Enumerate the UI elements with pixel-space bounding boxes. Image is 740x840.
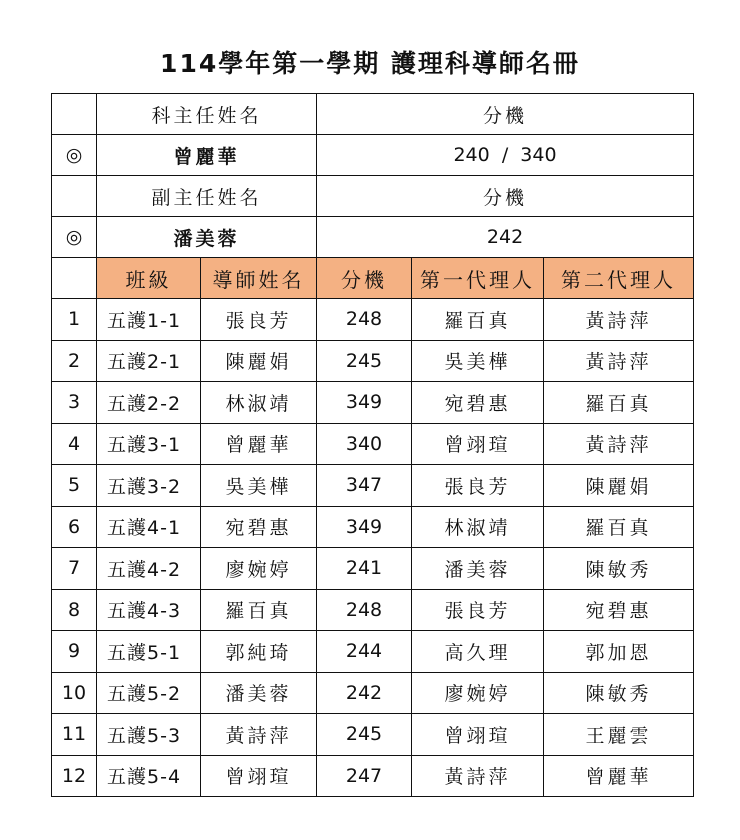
- second-agent: 黃詩萍: [544, 423, 694, 465]
- column-header-row: [52, 258, 694, 299]
- class-prefix: 五護: [107, 724, 148, 747]
- table-row: [52, 672, 694, 714]
- mentor-name: 張良芳: [201, 299, 317, 341]
- director-extension: 240 / 340: [317, 135, 694, 176]
- mentor-extension: 244: [317, 631, 412, 673]
- column-header-extension: 分機: [317, 258, 412, 299]
- row-number: 10: [52, 672, 97, 714]
- first-agent: 張良芳: [412, 465, 544, 507]
- row-number: 5: [52, 465, 97, 507]
- mentor-extension: 349: [317, 382, 412, 424]
- table-row: [52, 382, 694, 424]
- class-number: 3-2: [147, 475, 182, 498]
- second-agent: 羅百真: [544, 382, 694, 424]
- class-prefix: 五護: [107, 392, 148, 415]
- page-title: 114學年第一學期 護理科導師名冊: [160, 49, 580, 78]
- row-number: 11: [52, 714, 97, 756]
- column-header-second-agent: 第二代理人: [544, 258, 694, 299]
- class-number: 4-2: [147, 558, 182, 581]
- first-agent: 羅百真: [412, 299, 544, 341]
- class-prefix: 五護: [107, 641, 148, 664]
- table-row: [52, 755, 694, 797]
- mentor-extension: 247: [317, 755, 412, 797]
- table-row: [52, 506, 694, 548]
- table-row: [52, 548, 694, 590]
- class-name: [97, 423, 201, 465]
- row-number: 12: [52, 755, 97, 797]
- column-header-mentor: 導師姓名: [201, 258, 317, 299]
- first-agent: 宛碧惠: [412, 382, 544, 424]
- class-prefix: 五護: [107, 766, 148, 789]
- director-name: 曾麗華: [97, 135, 317, 176]
- mentor-name: 郭純琦: [201, 631, 317, 673]
- director-label: 科主任姓名: [97, 94, 317, 135]
- class-number: 4-1: [147, 517, 182, 540]
- class-name: [97, 506, 201, 548]
- class-name: [97, 465, 201, 507]
- class-prefix: 五護: [107, 309, 148, 332]
- mentor-name: 黃詩萍: [201, 714, 317, 756]
- mentor-extension: 241: [317, 548, 412, 590]
- deputy-name: 潘美蓉: [97, 217, 317, 258]
- mentor-name: 宛碧惠: [201, 506, 317, 548]
- row-number: 7: [52, 548, 97, 590]
- mentor-roster-table: [51, 93, 694, 797]
- second-agent: 黃詩萍: [544, 340, 694, 382]
- class-prefix: 五護: [107, 351, 148, 374]
- deputy-extension: 242: [317, 217, 694, 258]
- director-extension-label: 分機: [317, 94, 694, 135]
- double-circle-mark: ◎: [52, 135, 97, 176]
- mentor-name: 吳美樺: [201, 465, 317, 507]
- director-row: [52, 135, 694, 176]
- class-name: [97, 382, 201, 424]
- blank-cell: [52, 94, 97, 135]
- blank-cell: [52, 176, 97, 217]
- class-prefix: 五護: [107, 517, 148, 540]
- mentor-name: 曾翊瑄: [201, 755, 317, 797]
- deputy-row: [52, 217, 694, 258]
- mentor-extension: 340: [317, 423, 412, 465]
- first-agent: 曾翊瑄: [412, 714, 544, 756]
- table-row: [52, 299, 694, 341]
- class-prefix: 五護: [107, 434, 148, 457]
- row-number: 4: [52, 423, 97, 465]
- first-agent: 林淑靖: [412, 506, 544, 548]
- mentor-name: 林淑靖: [201, 382, 317, 424]
- class-number: 3-1: [147, 434, 182, 457]
- double-circle-mark: ◎: [52, 217, 97, 258]
- mentor-extension: 349: [317, 506, 412, 548]
- class-number: 5-1: [147, 641, 182, 664]
- mentor-extension: 245: [317, 714, 412, 756]
- class-name: [97, 714, 201, 756]
- class-name: [97, 340, 201, 382]
- class-name: [97, 755, 201, 797]
- class-number: 2-2: [147, 392, 182, 415]
- class-number: 4-3: [147, 600, 182, 623]
- second-agent: 宛碧惠: [544, 589, 694, 631]
- deputy-extension-label: 分機: [317, 176, 694, 217]
- class-prefix: 五護: [107, 683, 148, 706]
- second-agent: 黃詩萍: [544, 299, 694, 341]
- deputy-label-row: [52, 176, 694, 217]
- second-agent: 陳麗娟: [544, 465, 694, 507]
- first-agent: 廖婉婷: [412, 672, 544, 714]
- row-number: 6: [52, 506, 97, 548]
- mentor-extension: 245: [317, 340, 412, 382]
- table-row: [52, 714, 694, 756]
- table-row: [52, 340, 694, 382]
- first-agent: 吳美樺: [412, 340, 544, 382]
- second-agent: 陳敏秀: [544, 672, 694, 714]
- first-agent: 高久理: [412, 631, 544, 673]
- first-agent: 潘美蓉: [412, 548, 544, 590]
- mentor-extension: 248: [317, 299, 412, 341]
- class-number: 2-1: [147, 351, 182, 374]
- class-prefix: 五護: [107, 600, 148, 623]
- class-name: [97, 299, 201, 341]
- class-prefix: 五護: [107, 475, 148, 498]
- mentor-name: 曾麗華: [201, 423, 317, 465]
- class-prefix: 五護: [107, 558, 148, 581]
- second-agent: 曾麗華: [544, 755, 694, 797]
- mentor-name: 廖婉婷: [201, 548, 317, 590]
- second-agent: 郭加恩: [544, 631, 694, 673]
- second-agent: 陳敏秀: [544, 548, 694, 590]
- class-number: 5-4: [147, 766, 182, 789]
- class-name: [97, 631, 201, 673]
- second-agent: 王麗雲: [544, 714, 694, 756]
- class-number: 5-3: [147, 724, 182, 747]
- blank-header-cell: [52, 258, 97, 299]
- row-number: 9: [52, 631, 97, 673]
- column-header-first-agent: 第一代理人: [412, 258, 544, 299]
- table-row: [52, 631, 694, 673]
- table-row: [52, 589, 694, 631]
- mentor-name: 潘美蓉: [201, 672, 317, 714]
- class-name: [97, 672, 201, 714]
- first-agent: 黃詩萍: [412, 755, 544, 797]
- class-number: 1-1: [147, 309, 182, 332]
- mentor-extension: 347: [317, 465, 412, 507]
- first-agent: 曾翊瑄: [412, 423, 544, 465]
- mentor-name: 羅百真: [201, 589, 317, 631]
- row-number: 1: [52, 299, 97, 341]
- table-row: [52, 423, 694, 465]
- table-row: [52, 465, 694, 507]
- mentor-name: 陳麗娟: [201, 340, 317, 382]
- column-header-class: 班級: [97, 258, 201, 299]
- row-number: 8: [52, 589, 97, 631]
- director-label-row: [52, 94, 694, 135]
- class-name: [97, 548, 201, 590]
- mentor-extension: 248: [317, 589, 412, 631]
- class-name: [97, 589, 201, 631]
- first-agent: 張良芳: [412, 589, 544, 631]
- row-number: 3: [52, 382, 97, 424]
- class-number: 5-2: [147, 683, 182, 706]
- deputy-label: 副主任姓名: [97, 176, 317, 217]
- mentor-extension: 242: [317, 672, 412, 714]
- row-number: 2: [52, 340, 97, 382]
- second-agent: 羅百真: [544, 506, 694, 548]
